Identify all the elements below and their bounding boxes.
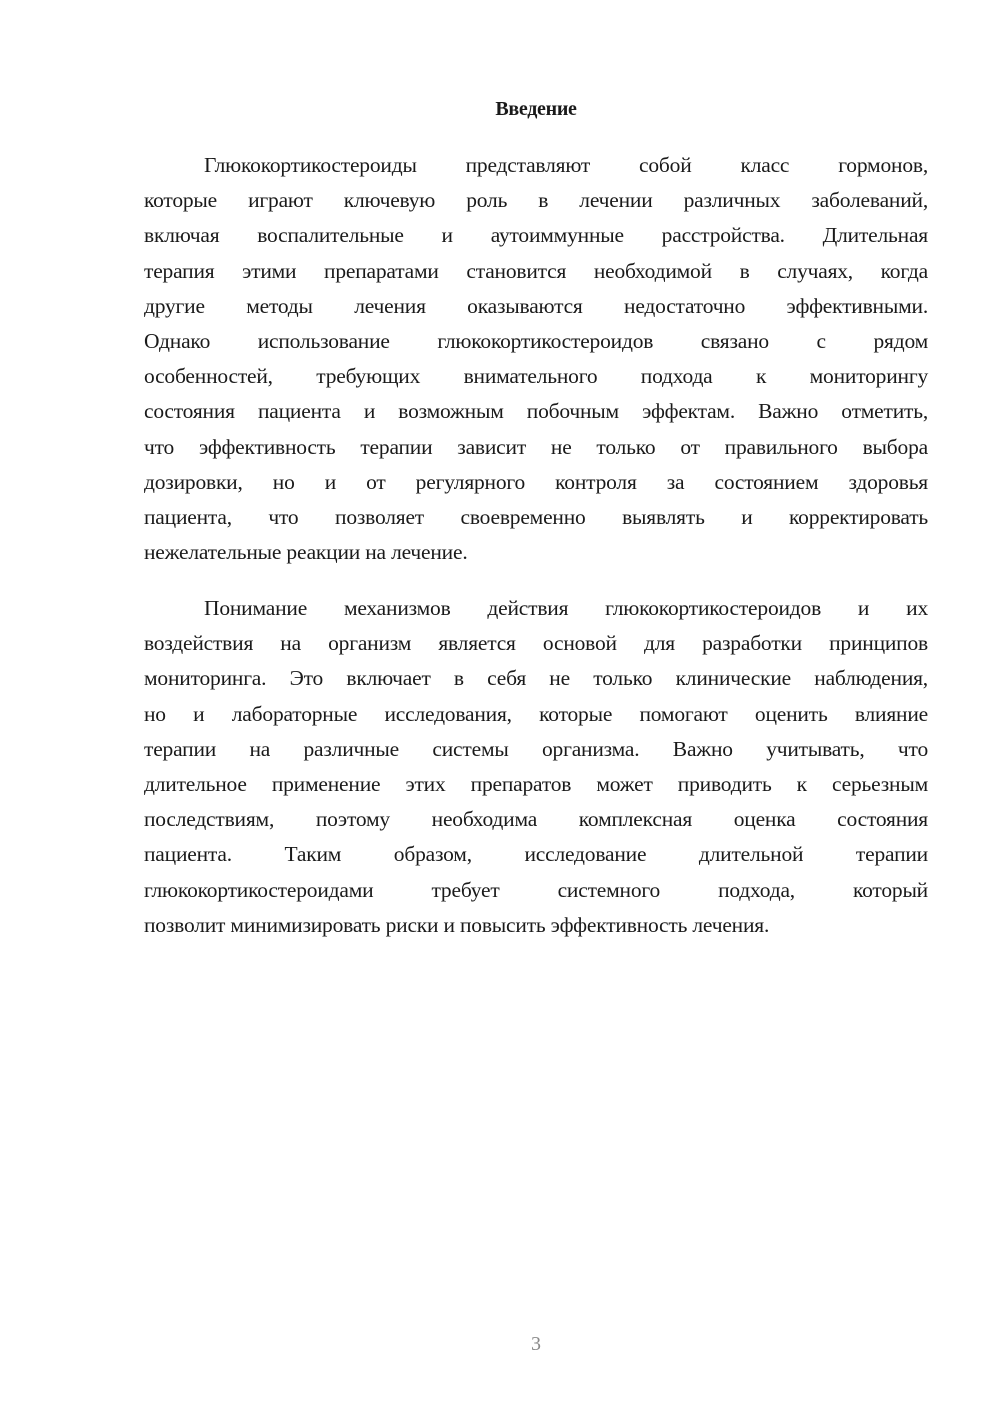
paragraph-2 <box>144 591 928 943</box>
text-line: состояния пациента и возможным побочным эффектам. Важно отметить, <box>144 399 928 424</box>
text-line: мониторинга. Это включает в себя не только клинические наблюдения, <box>144 666 928 691</box>
text-line: терапия этими препаратами становится необходимой в случаях, когда <box>144 258 928 283</box>
text-line: дозировки, но и от регулярного контроля за состоянием здоровья <box>144 469 928 494</box>
text-line: которые играют ключевую роль в лечении различных заболеваний, <box>144 188 928 213</box>
text-line: воздействия на организм является основой для разработки принципов <box>144 631 928 656</box>
text-line: Понимание механизмов действия глюкокортикостероидов и их <box>204 596 928 620</box>
section-heading: Введение <box>495 98 577 120</box>
text-line: пациента, что позволяет своевременно выявлять и корректировать <box>144 504 928 529</box>
text-line: особенностей, требующих внимательного подхода к мониторингу <box>144 364 928 389</box>
page-number: 3 <box>531 1333 541 1355</box>
text-line: что эффективность терапии зависит не только от правильного выбора <box>144 434 928 459</box>
text-line: последствиям, поэтому необходима комплексная оценка состояния <box>144 807 928 832</box>
text-line: длительное применение этих препаратов может приводить к серьезным <box>144 771 928 796</box>
text-line: терапии на различные системы организма. Важно учитывать, что <box>144 736 928 761</box>
text-line: позволит минимизировать риски и повысить эффективность лечения. <box>144 912 770 937</box>
text-line: пациента. Таким образом, исследование длительной терапии <box>144 842 928 867</box>
text-line: Глюкокортикостероиды представляют собой класс гормонов, <box>204 153 928 177</box>
text-line: Однако использование глюкокортикостероидов связано с рядом <box>144 328 928 353</box>
text-line: другие методы лечения оказываются недостаточно эффективными. <box>144 293 928 318</box>
paragraph-1 <box>144 148 928 570</box>
text-line: включая воспалительные и аутоиммунные расстройства. Длительная <box>144 223 928 248</box>
text-line: глюкокортикостероидами требует системного подхода, который <box>144 877 928 902</box>
text-line: но и лабораторные исследования, которые помогают оценить влияние <box>144 701 928 726</box>
text-line: нежелательные реакции на лечение. <box>144 540 468 565</box>
